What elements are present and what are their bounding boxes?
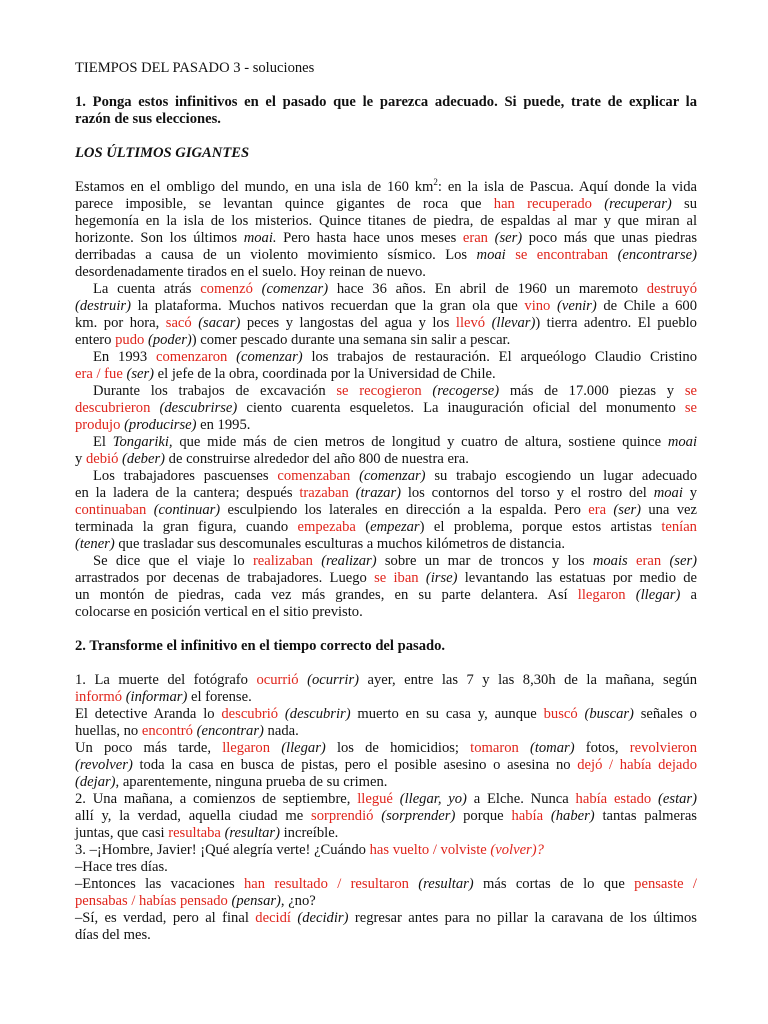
italic-term: moai bbox=[667, 434, 697, 450]
answer-verb: decidí bbox=[255, 910, 291, 926]
infinitive-hint: (ser) bbox=[613, 502, 641, 518]
italic-term: moai bbox=[653, 485, 683, 501]
document-title: TIEMPOS DEL PASADO 3 - soluciones bbox=[75, 60, 315, 76]
text-line bbox=[75, 740, 697, 757]
text: 1. La muerte del fotógrafo bbox=[75, 672, 257, 688]
answer-verb: había estado bbox=[575, 791, 652, 807]
text: peces y langostas del agua y los bbox=[240, 315, 456, 331]
infinitive-hint: (revolver) bbox=[75, 757, 133, 773]
answer-verb: era bbox=[588, 502, 607, 518]
text: esculpiendo los laterales en dirección a la espalda. Pero bbox=[220, 502, 589, 518]
text-line bbox=[75, 689, 697, 706]
infinitive-hint: (resultar) bbox=[418, 876, 474, 892]
text: tantas palmeras bbox=[594, 808, 697, 824]
infinitive-hint: (ser) bbox=[126, 366, 155, 382]
text: Durante los trabajos de excavación bbox=[93, 383, 337, 399]
infinitive-hint: (llegar) bbox=[281, 740, 326, 756]
infinitive-hint: (comenzar) bbox=[261, 281, 329, 297]
italic-term: moai bbox=[476, 247, 506, 263]
text: 3. –¡Hombre, Javier! ¡Qué alegría verte! ¿Cuándo bbox=[75, 842, 370, 858]
text: regresar antes para no pillar la caravana de los últimos bbox=[348, 910, 697, 926]
text: ) el problema, porque estos artistas bbox=[419, 519, 662, 535]
text: allí y, la verdad, aquella ciudad me bbox=[75, 808, 312, 824]
text: 2. Una mañana, a comienzos de septiembre, bbox=[75, 791, 358, 807]
infinitive-hint: (comenzar) bbox=[359, 468, 426, 484]
text: los trabajos de restauración. El arqueólogo Claudio Cristino bbox=[302, 349, 697, 365]
text: parece imposible, se levantan quince gigantes de roca que bbox=[75, 196, 494, 212]
text-line bbox=[75, 247, 697, 264]
text-line bbox=[75, 672, 697, 689]
answer-verb: dejó / había dejado bbox=[577, 757, 697, 773]
answer-verb: resultaba bbox=[168, 825, 221, 841]
infinitive-hint: (realizar) bbox=[321, 553, 377, 569]
answer-verb: vino bbox=[524, 298, 551, 314]
infinitive-hint: (ser) bbox=[494, 230, 523, 246]
text-line bbox=[75, 723, 697, 740]
text-line bbox=[75, 451, 697, 468]
text-line: –Hace tres días. bbox=[75, 859, 168, 875]
text: , ¿no? bbox=[280, 893, 316, 909]
answer-verb: había bbox=[511, 808, 544, 824]
text: Los trabajadores pascuenses bbox=[93, 468, 278, 484]
text: de construirse alrededor del año 800 de nuestra era. bbox=[165, 451, 469, 467]
text: Estamos en el ombligo del mundo, en una isla de 160 km bbox=[75, 179, 434, 195]
text-line: desordenadamente tirados en el suelo. Hoy reinan de nuevo. bbox=[75, 264, 426, 280]
text: una vez bbox=[640, 502, 698, 518]
text: poco más que unas piedras bbox=[522, 230, 697, 246]
infinitive-hint: (llevar) bbox=[491, 315, 536, 331]
paragraph-6 bbox=[75, 468, 697, 553]
text: y bbox=[75, 451, 86, 467]
answer-verb: produjo bbox=[75, 417, 121, 433]
answer-verb: has vuelto / volviste bbox=[369, 842, 487, 858]
infinitive-hint: (dejar) bbox=[75, 774, 116, 790]
text: fotos, bbox=[574, 740, 630, 756]
italic-term: Tongariki, bbox=[112, 434, 173, 450]
answer-verb: han resultado / resultaron bbox=[243, 876, 409, 892]
text: señales o bbox=[633, 706, 697, 722]
text: que mide más de cien metros de longitud y cuatro de altura, sostiene quince bbox=[172, 434, 668, 450]
infinitive-hint: (ser) bbox=[669, 553, 697, 569]
answer-verb: comenzaron bbox=[156, 349, 228, 365]
answer-verb: tenían bbox=[661, 519, 697, 535]
text: nada. bbox=[263, 723, 299, 739]
text: : en la isla de Pascua. Aquí donde la vida bbox=[437, 179, 697, 195]
text-line: colocarse en posición vertical en el sitio previsto. bbox=[75, 604, 363, 620]
text: Se dice que el viaje lo bbox=[93, 553, 253, 569]
answer-verb: se recogieron bbox=[336, 383, 422, 399]
text: juntas, que casi bbox=[75, 825, 169, 841]
text-line bbox=[75, 587, 697, 604]
infinitive-hint: (comenzar) bbox=[236, 349, 303, 365]
text-line bbox=[75, 893, 697, 910]
text-line bbox=[75, 570, 697, 587]
text: terminada la gran figura, cuando bbox=[75, 519, 298, 535]
answer-verb: trazaban bbox=[299, 485, 349, 501]
infinitive-hint: (encontrarse) bbox=[617, 247, 697, 263]
answer-verb: revolvieron bbox=[629, 740, 698, 756]
infinitive-hint: (destruir) bbox=[75, 298, 131, 314]
text: El bbox=[93, 434, 113, 450]
text: derribadas a causa de un violento movimiento sísmico. Los bbox=[75, 247, 477, 263]
text: entero bbox=[75, 332, 116, 348]
text-line bbox=[75, 383, 697, 400]
answer-verb: eran bbox=[462, 230, 488, 246]
text-line bbox=[75, 196, 697, 213]
answer-verb: tomaron bbox=[470, 740, 519, 756]
text: que trasladar sus descomunales esculturas a muchos kilómetros de distancia. bbox=[114, 536, 565, 552]
infinitive-hint: (venir) bbox=[557, 298, 597, 314]
text: y bbox=[682, 485, 697, 501]
paragraph-5 bbox=[75, 434, 697, 468]
text: huellas, no bbox=[75, 723, 142, 739]
infinitive-hint: (continuar) bbox=[153, 502, 221, 518]
text: de Chile a 600 bbox=[596, 298, 697, 314]
answer-verb: buscó bbox=[543, 706, 578, 722]
text-line bbox=[75, 757, 697, 774]
answer-verb: descubrieron bbox=[75, 400, 151, 416]
text-line bbox=[75, 315, 697, 332]
text-line bbox=[75, 485, 697, 502]
infinitive-hint: (llegar) bbox=[635, 587, 681, 603]
infinitive-hint: (haber) bbox=[550, 808, 595, 824]
italic-term: moais bbox=[592, 553, 628, 569]
infinitive-hint: (informar) bbox=[125, 689, 188, 705]
infinitive-hint: (buscar) bbox=[584, 706, 634, 722]
text-line bbox=[75, 434, 697, 451]
text-line bbox=[75, 349, 697, 366]
paragraph-3 bbox=[75, 349, 697, 383]
text-line bbox=[75, 298, 697, 315]
text: en la ladera de la cantera; después bbox=[75, 485, 300, 501]
text-line bbox=[75, 910, 697, 927]
infinitive-hint: (trazar) bbox=[355, 485, 402, 501]
answer-verb: pensabas / habías pensado bbox=[75, 893, 228, 909]
answer-verb: era / fue bbox=[75, 366, 123, 382]
text: su bbox=[671, 196, 697, 212]
infinitive-hint: (sacar) bbox=[198, 315, 241, 331]
infinitive-hint: (recuperar) bbox=[604, 196, 672, 212]
answer-verb: llegué bbox=[357, 791, 393, 807]
text: , aparentemente, ninguna prueba de su crimen. bbox=[115, 774, 388, 790]
infinitive-hint: (volver)? bbox=[490, 842, 544, 858]
answer-verb: se bbox=[684, 383, 697, 399]
text-line bbox=[75, 417, 697, 434]
text: el jefe de la obra, coordinada por la Universidad de Chile. bbox=[154, 366, 496, 382]
story-title: LOS ÚLTIMOS GIGANTES bbox=[75, 145, 250, 161]
answer-verb: realizaban bbox=[252, 553, 313, 569]
answer-verb: informó bbox=[75, 689, 123, 705]
text: arrastrados por decenas de trabajadores. Luego bbox=[75, 570, 375, 586]
exercise-2-instruction: 2. Transforme el infinitivo en el tiempo correcto del pasado. bbox=[75, 638, 446, 654]
text-line bbox=[75, 553, 697, 570]
exercise-1-instruction-cont: razón de sus elecciones. bbox=[75, 111, 221, 127]
infinitive-hint: (estar) bbox=[658, 791, 697, 807]
infinitive-hint: (pensar) bbox=[231, 893, 281, 909]
infinitive-hint: (irse) bbox=[425, 570, 458, 586]
text-line: días del mes. bbox=[75, 927, 151, 943]
answer-verb: se bbox=[684, 400, 697, 416]
text-line bbox=[75, 502, 697, 519]
text: a bbox=[680, 587, 697, 603]
text-line bbox=[75, 808, 697, 825]
answer-verb: llegaron bbox=[222, 740, 271, 756]
answer-verb: pudo bbox=[115, 332, 145, 348]
text-line bbox=[75, 179, 697, 196]
text: su trabajo escogiendo un lugar adecuado bbox=[425, 468, 697, 484]
text-line bbox=[75, 876, 697, 893]
text: sobre un mar de troncos y los bbox=[376, 553, 593, 569]
text: La cuenta atrás bbox=[93, 281, 201, 297]
infinitive-hint: (producirse) bbox=[124, 417, 197, 433]
paragraph-2 bbox=[75, 281, 697, 349]
text: la plataforma. Muchos nativos recuerdan que la gran ola que bbox=[130, 298, 525, 314]
infinitive-hint: (ocurrir) bbox=[307, 672, 359, 688]
text: ) tierra adentro. El pueblo bbox=[535, 315, 697, 331]
text-line: hegemonía en la isla de los misterios. Quince titanes de piedra, de espaldas al mar y que miran al bbox=[75, 213, 697, 229]
text: Pero hasta hace unos meses bbox=[276, 230, 463, 246]
answer-verb: llegaron bbox=[577, 587, 626, 603]
text: porque bbox=[455, 808, 512, 824]
answer-verb: se iban bbox=[374, 570, 419, 586]
text-line bbox=[75, 332, 697, 349]
infinitive-hint: (descubrirse) bbox=[159, 400, 238, 416]
text: km. por hora, bbox=[75, 315, 166, 331]
paragraph-7 bbox=[75, 553, 697, 621]
text: hace 36 años. En abril de 1960 un maremoto bbox=[328, 281, 647, 297]
infinitive-hint: (poder) bbox=[147, 332, 192, 348]
exercise-2-item-2 bbox=[75, 791, 697, 842]
answer-verb: sacó bbox=[165, 315, 192, 331]
text: el forense. bbox=[187, 689, 252, 705]
text-line bbox=[75, 536, 697, 553]
answer-verb: encontró bbox=[141, 723, 193, 739]
text-line bbox=[75, 400, 697, 417]
text: los de homicidios; bbox=[325, 740, 471, 756]
infinitive-hint: (decidir) bbox=[297, 910, 349, 926]
text: ayer, entre las 7 y las 8,30h de la mañana, según bbox=[359, 672, 697, 688]
text: los contornos del torso y el rostro del bbox=[401, 485, 654, 501]
italic-term: moai. bbox=[243, 230, 277, 246]
infinitive-hint: (tomar) bbox=[529, 740, 575, 756]
text: un montón de piedras, cada vez más grandes, en su parte delantera. Así bbox=[75, 587, 578, 603]
text: en 1995. bbox=[196, 417, 251, 433]
answer-verb: debió bbox=[85, 451, 119, 467]
answer-verb: ocurrió bbox=[256, 672, 299, 688]
answer-verb: comenzó bbox=[200, 281, 253, 297]
text: muerto en su casa y, aunque bbox=[350, 706, 544, 722]
infinitive-hint: (llegar, yo) bbox=[399, 791, 467, 807]
text: levantando las estatuas por medio de bbox=[457, 570, 698, 586]
answer-verb: sorprendió bbox=[311, 808, 374, 824]
text-line bbox=[75, 791, 697, 808]
text: toda la casa en busca de pistas, pero el posible asesino o asesina no bbox=[132, 757, 578, 773]
infinitive-hint: (descubrir) bbox=[284, 706, 351, 722]
text: En 1993 bbox=[93, 349, 157, 365]
text-line bbox=[75, 519, 697, 536]
exercise-2-item-1 bbox=[75, 672, 697, 791]
text: a Elche. Nunca bbox=[466, 791, 576, 807]
instruction-text: 1. Ponga estos infinitivos en el pasado que le parezca adecuado. Si puede, trate de explicar la bbox=[75, 94, 697, 110]
text: horizonte. Son los últimos bbox=[75, 230, 244, 246]
text-line bbox=[75, 281, 697, 298]
infinitive-hint: (sorprender) bbox=[381, 808, 456, 824]
answer-verb: han recuperado bbox=[493, 196, 592, 212]
text-line bbox=[75, 366, 697, 383]
document-page bbox=[75, 60, 697, 944]
exercise-1-instruction bbox=[75, 94, 697, 111]
superscript: 2 bbox=[433, 177, 438, 188]
text: ) comer pescado durante una semana sin salir a pescar. bbox=[191, 332, 511, 348]
answer-verb: continuaban bbox=[75, 502, 147, 518]
text-line bbox=[75, 706, 697, 723]
paragraph-1 bbox=[75, 179, 697, 281]
infinitive-hint: (deber) bbox=[122, 451, 165, 467]
infinitive-hint: (encontrar) bbox=[196, 723, 264, 739]
text: –Entonces las vacaciones bbox=[75, 876, 244, 892]
infinitive-hint: empezar bbox=[370, 519, 420, 535]
answer-verb: se encontraban bbox=[515, 247, 609, 263]
answer-verb: empezaba bbox=[297, 519, 356, 535]
exercise-2-item-3 bbox=[75, 842, 697, 944]
infinitive-hint: (tener) bbox=[75, 536, 115, 552]
text: ( bbox=[355, 519, 371, 535]
text: increíble. bbox=[279, 825, 339, 841]
text-line bbox=[75, 468, 697, 485]
answer-verb: destruyó bbox=[646, 281, 698, 297]
text-line bbox=[75, 825, 697, 842]
text-line bbox=[75, 774, 697, 791]
text: –Sí, es verdad, pero al final bbox=[75, 910, 256, 926]
text: más cortas de lo que bbox=[473, 876, 635, 892]
paragraph-4 bbox=[75, 383, 697, 434]
text-line bbox=[75, 842, 697, 859]
text: Un poco más tarde, bbox=[75, 740, 223, 756]
answer-verb: comenzaban bbox=[277, 468, 351, 484]
infinitive-hint: (recogerse) bbox=[432, 383, 500, 399]
answer-verb: descubrió bbox=[221, 706, 279, 722]
answer-verb: llevó bbox=[455, 315, 486, 331]
text: más de 17.000 piezas y bbox=[499, 383, 685, 399]
answer-verb: eran bbox=[636, 553, 662, 569]
text-line bbox=[75, 230, 697, 247]
text: ciento cuarenta esqueletos. La inauguración oficial del monumento bbox=[237, 400, 685, 416]
infinitive-hint: (resultar) bbox=[224, 825, 280, 841]
answer-verb: pensaste / bbox=[634, 876, 697, 892]
text: El detective Aranda lo bbox=[75, 706, 222, 722]
